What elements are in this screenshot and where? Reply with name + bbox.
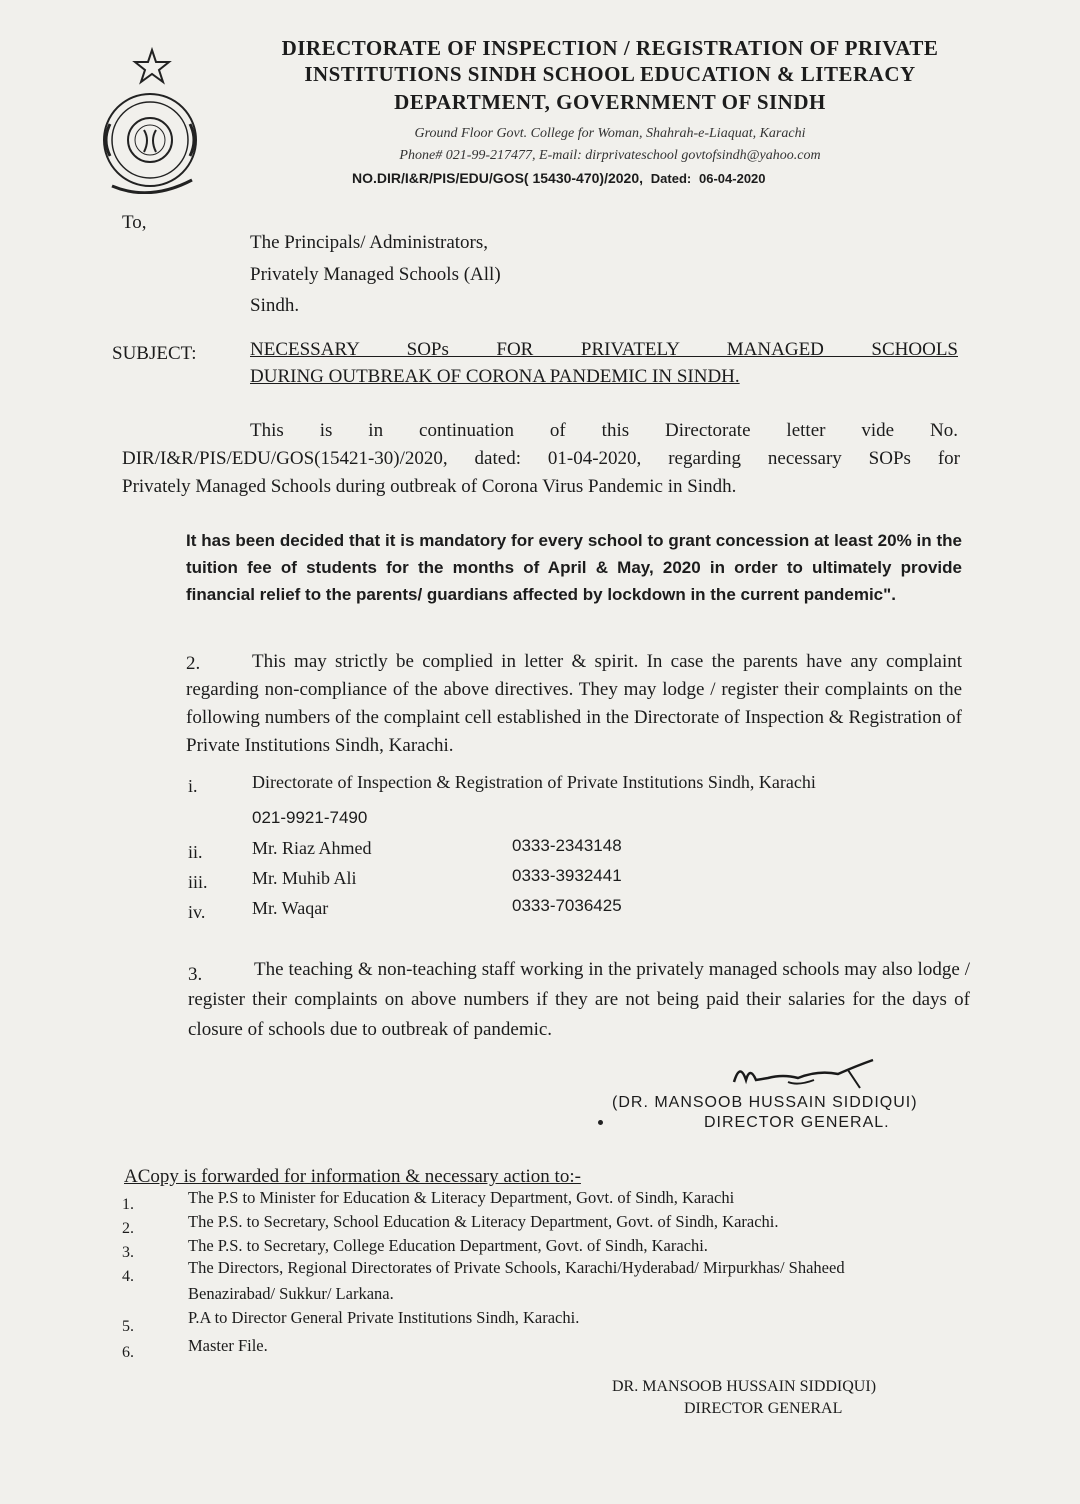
header-line-3: DEPARTMENT, GOVERNMENT OF SINDH bbox=[394, 90, 826, 114]
paragraph-3-text: The teaching & non-teaching staff working in the privately managed schools may also lodge / register their complaints on above numbers if they are not being paid their salaries for the days of closure of schools due to outbreak of pandemic. bbox=[188, 959, 970, 1040]
copy-item-text: The P.S. to Secretary, College Education Department, Govt. of Sindh, Karachi. bbox=[188, 1236, 708, 1255]
header-address: Ground Floor Govt. College for Woman, Shahrah-e-Liaquat, Karachi bbox=[414, 126, 806, 141]
paragraph-2-number: 2. bbox=[186, 653, 201, 674]
contact-phone: 0333-3932441 bbox=[512, 866, 622, 885]
copy-item-text: The Directors, Regional Directorates of Private Schools, Karachi/Hyderabad/ Mirpurkhas/ Shaheed bbox=[188, 1258, 845, 1277]
copy-item-num: 1. bbox=[122, 1196, 134, 1213]
contact-num: ii. bbox=[188, 842, 203, 862]
copy-item-num: 4. bbox=[122, 1268, 134, 1285]
decision-paragraph: It has been decided that it is mandatory for every school to grant concession at least 20% in the tuition fee of students for the months of April & May, 2020 in order to ultimately provide financial relief to the parents/ guardians affected by lockdown in the current pandemic". bbox=[186, 531, 962, 604]
copy-item-text: The P.S. to Secretary, School Education & Literacy Department, Govt. of Sindh, Karachi. bbox=[188, 1212, 779, 1231]
header-line-1: DIRECTORATE OF INSPECTION / REGISTRATION OF PRIVATE bbox=[281, 36, 939, 60]
subject-line-1: NECESSARY SOPs FOR PRIVATELY MANAGED SCHOOLS bbox=[250, 339, 958, 360]
contact-name: Directorate of Inspection & Registration of Private Institutions Sindh, Karachi bbox=[252, 772, 816, 792]
intro-line-1: This is in continuation of this Directorate letter vide No. bbox=[250, 420, 958, 441]
copy-forwarded-title: ACopy is forwarded for information & necessary action to:- bbox=[124, 1166, 581, 1187]
copy-item-text: Master File. bbox=[188, 1336, 268, 1355]
paragraph-2-text: This may strictly be complied in letter & spirit. In case the parents have any complaint regarding non-compliance of the above directives. They may lodge / register their complaints on the following numbers of the complaint cell established in the Directorate of Inspection & Registration of Private Institutions Sindh, Karachi. bbox=[186, 651, 962, 756]
contact-name: Mr. Waqar bbox=[252, 898, 329, 918]
addressee-line-3: Sindh. bbox=[250, 295, 300, 316]
header-contact: Phone# 021-99-217477, E-mail: dirprivateschool govtofsindh@yahoo.com bbox=[399, 148, 821, 163]
contact-phone: 0333-7036425 bbox=[512, 896, 622, 915]
copy-item-num: 2. bbox=[122, 1220, 134, 1237]
copy-item-text: The P.S to Minister for Education & Literacy Department, Govt. of Sindh, Karachi bbox=[188, 1188, 735, 1207]
reference-number bbox=[352, 170, 766, 186]
footer-signatory-name: DR. MANSOOB HUSSAIN SIDDIQUI) bbox=[612, 1378, 877, 1395]
footer-signatory-title: DIRECTOR GENERAL bbox=[684, 1400, 843, 1417]
contact-phone: 0333-2343148 bbox=[512, 836, 622, 855]
paragraph-3-number: 3. bbox=[188, 964, 203, 985]
signatory-name: (DR. MANSOOB HUSSAIN SIDDIQUI) bbox=[612, 1094, 918, 1111]
copy-item-num: 5. bbox=[122, 1318, 134, 1335]
ref-no-text: NO.DIR/I&R/PIS/EDU/GOS( 15430-470)/2020, bbox=[352, 170, 643, 186]
copy-item-num: 3. bbox=[122, 1244, 134, 1261]
ink-dot bbox=[598, 1120, 603, 1125]
subject-line-2: DURING OUTBREAK OF CORONA PANDEMIC IN SINDH. bbox=[250, 366, 740, 387]
addressee-line-2: Privately Managed Schools (All) bbox=[250, 264, 501, 285]
handwritten-signature-icon bbox=[728, 1052, 878, 1092]
dated-value: 06-04-2020 bbox=[699, 171, 766, 186]
subject-label: SUBJECT: bbox=[112, 343, 197, 364]
copy-item-num: 6. bbox=[122, 1344, 134, 1361]
copy-item-text: P.A to Director General Private Institutions Sindh, Karachi. bbox=[188, 1308, 580, 1327]
addressee-line-1: The Principals/ Administrators, bbox=[250, 232, 489, 253]
header-line-2: INSTITUTIONS SINDH SCHOOL EDUCATION & LITERACY bbox=[304, 62, 916, 86]
contact-num: iv. bbox=[188, 902, 206, 922]
intro-line-3: Privately Managed Schools during outbreak of Corona Virus Pandemic in Sindh. bbox=[122, 476, 737, 497]
contact-name: Mr. Riaz Ahmed bbox=[252, 838, 372, 858]
contact-num: i. bbox=[188, 776, 198, 796]
to-label: To, bbox=[122, 212, 147, 233]
copy-item-text-continued: Benazirabad/ Sukkur/ Larkana. bbox=[188, 1284, 394, 1303]
intro-line-2: DIR/I&R/PIS/EDU/GOS(15421-30)/2020, dated: 01-04-2020, regarding necessary SOPs for bbox=[122, 448, 960, 469]
dated-label: Dated: bbox=[650, 171, 692, 186]
contact-phone: 021-9921-7490 bbox=[252, 808, 368, 827]
contact-num: iii. bbox=[188, 872, 208, 892]
contact-name: Mr. Muhib Ali bbox=[252, 868, 357, 888]
signatory-title: DIRECTOR GENERAL. bbox=[704, 1114, 890, 1131]
